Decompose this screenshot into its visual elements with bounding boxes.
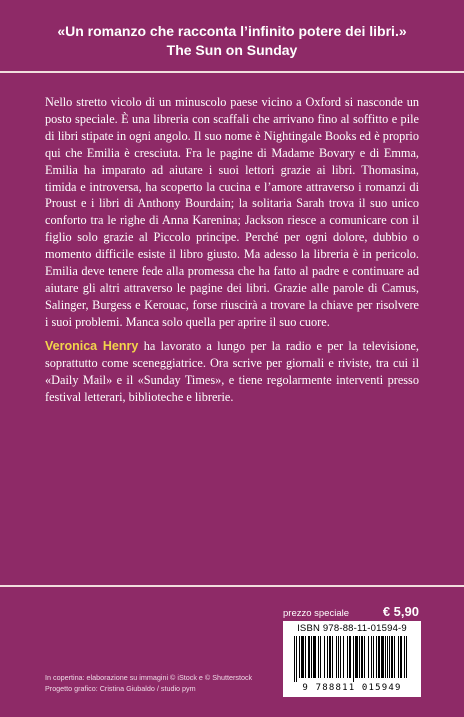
barcode-bar bbox=[391, 636, 393, 678]
quote-source: The Sun on Sunday bbox=[166, 42, 298, 58]
barcode-bar bbox=[376, 636, 377, 678]
credits bbox=[45, 673, 275, 694]
barcode-bar bbox=[364, 636, 365, 678]
barcode-bar bbox=[385, 636, 386, 678]
cover-quote bbox=[0, 22, 464, 60]
barcode-bar bbox=[329, 636, 331, 678]
design-credit: Progetto grafico: Cristina Giubaldo / studio pym bbox=[45, 683, 196, 693]
barcode-bar bbox=[394, 636, 395, 678]
barcode-bar bbox=[332, 636, 333, 678]
barcode-bar bbox=[361, 636, 363, 678]
barcode-bar bbox=[327, 636, 328, 678]
ean-number: 9 788811 015949 bbox=[302, 683, 402, 693]
barcode-bar bbox=[349, 636, 351, 678]
author-bio bbox=[45, 338, 419, 406]
synopsis-paragraph: Nello stretto vicolo di un minuscolo paese vicino a Oxford si nasconde un posto speciale. È una libreria con scaffali che arrivano fino al soffitto e pile di libri stipate in ogni angolo. Il suo nome è Nightingale Books ed è proprio qui che Emilia è cresciuta. Fra le pagine di Madame Bovary e di Emma, Emilia ha imparato ad aiutare i suoi lettori grazie ai libri. Thomasina, timida e introversa, ha scoperto la cucina e l’amore attraverso i romanzi di Proust e i libri di Anthony Bourdain; la solitaria Sarah trova il suo unico conforto tra le righe di Anna Karenina; Jackson riesce a comunicare con il figlio solo grazie al Piccolo principe. Perché per ogni dolore, dubbio o momento difficile esiste il libro giusto. Ma adesso la libreria è in pericolo. Emilia deve tenere fede alla promessa che ha fatto al padre e continuare ad aiutare gli altri attraverso le pagine dei libri. Grazie alle parole di Camus, Salinger, Burgess e Kerouac, forse riuscirà a trovare la chiave per risolvere i suoi problemi. Manca solo quella per aprire il suo cuore. bbox=[45, 95, 419, 329]
barcode-bar bbox=[381, 636, 384, 678]
barcode-bar bbox=[336, 636, 337, 678]
isbn-text: ISBN 978-88-11-01594-9 bbox=[297, 623, 407, 634]
price-label: prezzo speciale bbox=[283, 608, 350, 619]
barcode-bar bbox=[340, 636, 341, 678]
barcode-bar bbox=[400, 636, 402, 678]
barcode-bar bbox=[378, 636, 380, 678]
barcode-bar bbox=[305, 636, 306, 678]
barcode-bar bbox=[371, 636, 372, 678]
barcode-image bbox=[291, 636, 413, 682]
barcode-bar bbox=[404, 636, 405, 678]
barcode-bar bbox=[355, 636, 358, 678]
barcode-bar bbox=[347, 636, 348, 678]
barcode-bar bbox=[311, 636, 312, 678]
barcode-bar bbox=[313, 636, 316, 678]
barcode-bar bbox=[338, 636, 339, 678]
barcode-bar bbox=[406, 636, 407, 678]
price-row bbox=[283, 604, 419, 619]
barcode-bar bbox=[296, 636, 297, 682]
bottom-divider bbox=[0, 585, 464, 587]
barcode-bar bbox=[398, 636, 399, 678]
barcode-bar bbox=[324, 636, 325, 678]
barcode-bar bbox=[368, 636, 369, 678]
top-divider bbox=[0, 71, 464, 73]
barcode-box bbox=[283, 621, 421, 697]
barcode-bar bbox=[299, 636, 300, 678]
author-name: Veronica Henry bbox=[45, 339, 139, 353]
barcode-bar bbox=[308, 636, 310, 678]
barcode-bar bbox=[320, 636, 321, 678]
barcode-bar bbox=[389, 636, 390, 678]
barcode-bar bbox=[318, 636, 319, 678]
barcode-bar bbox=[343, 636, 344, 678]
barcode-bar bbox=[359, 636, 360, 678]
barcode-bar bbox=[387, 636, 388, 678]
barcode-bar bbox=[294, 636, 295, 682]
cover-credit: In copertina: elaborazione su immagini © iStock e © Shutterstock bbox=[45, 673, 253, 682]
barcode-bar bbox=[353, 636, 354, 682]
quote-text: «Un romanzo che racconta l’infinito potere dei libri.» bbox=[57, 23, 407, 39]
price-value: € 5,90 bbox=[382, 604, 419, 619]
barcode-bar bbox=[301, 636, 304, 678]
barcode-bar bbox=[373, 636, 374, 678]
author-bio-text: ha lavorato a lungo per la radio e per la televisione, soprattutto come sceneggiatrice. Ora scrive per giornali e riviste, tra cui il «Daily Mail» e il «Sunday Times», e tiene regolarmente interventi presso festival letterari, biblioteche e librerie. bbox=[45, 339, 420, 404]
